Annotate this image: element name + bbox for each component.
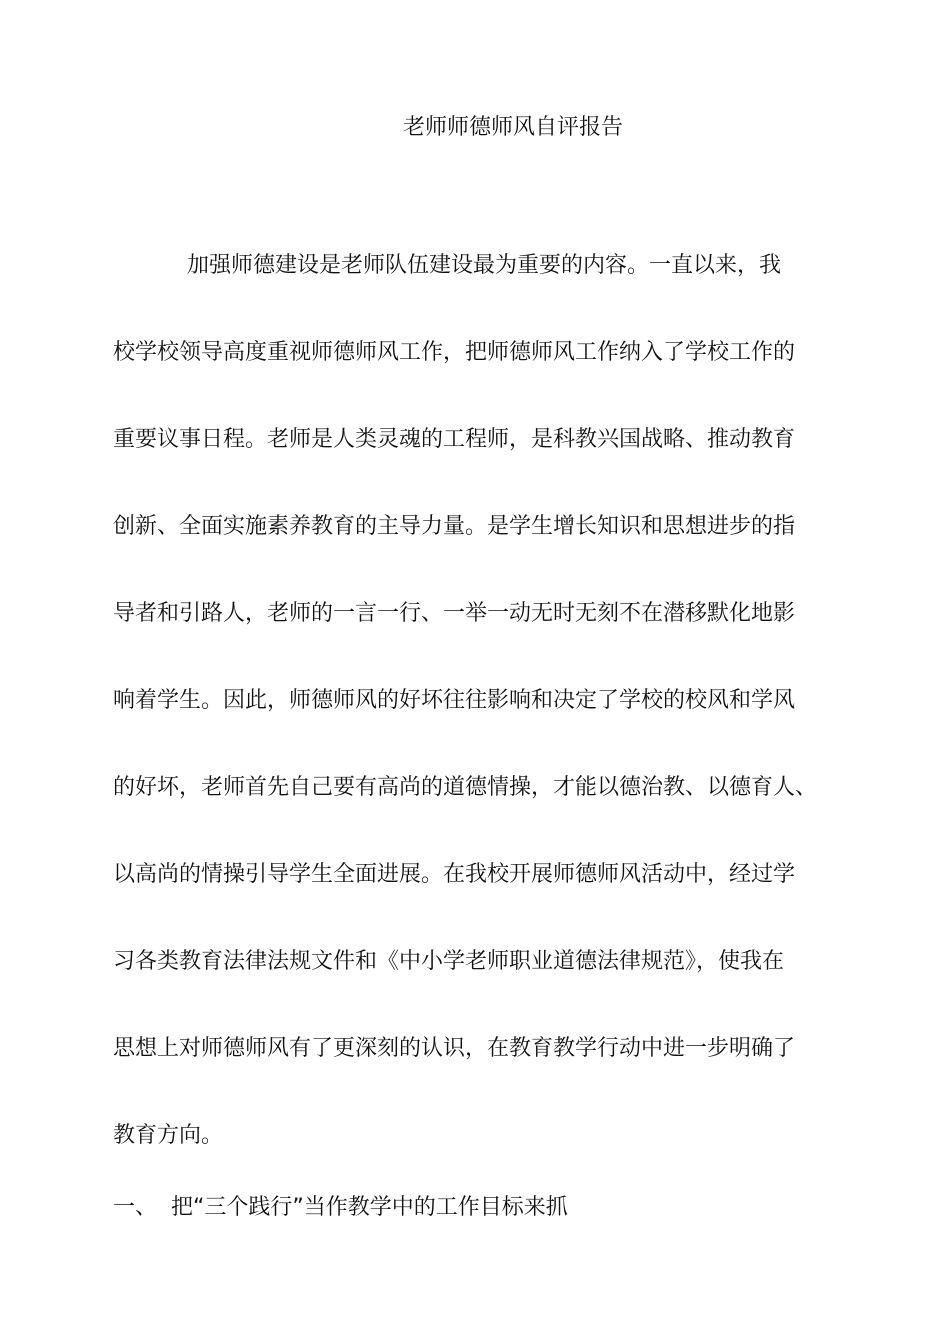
section-number: 一、 — [113, 1195, 158, 1220]
paragraph-line-9: 习各类教育法律法规文件和《中小学老师职业道德法律规范》，使我在 — [113, 949, 785, 974]
paragraph-line-11: 教育方向。 — [113, 1123, 224, 1148]
paragraph-line-1: 加强师德建设是老师队伍建设最为重要的内容。一直以来，我 — [187, 253, 782, 278]
paragraph-line-5: 导者和引路人，老师的一言一行、一举一动无时无刻不在潜移默化地影 — [113, 601, 796, 626]
paragraph-line-6: 响着学生。因此，师德师风的好坏往往影响和决定了学校的校风和学风 — [113, 688, 796, 713]
paragraph-line-7: 的好坏，老师首先自己要有高尚的道德情操，才能以德治教、以德育人、 — [113, 775, 818, 800]
paragraph-line-8: 以高尚的情操引导学生全面进展。在我校开展师德师风活动中，经过学 — [113, 862, 796, 887]
paragraph-line-4: 创新、全面实施素养教育的主导力量。是学生增长知识和思想进步的指 — [113, 514, 796, 539]
section-heading: 把“三个践行”当作教学中的工作目标来抓 — [171, 1195, 568, 1220]
paragraph-line-10: 思想上对师德师风有了更深刻的认识，在教育教学行动中进一步明确了 — [113, 1036, 796, 1061]
paragraph-line-2: 校学校领导高度重视师德师风工作，把师德师风工作纳入了学校工作的 — [113, 340, 796, 365]
document-title: 老师师德师风自评报告 — [402, 115, 623, 140]
paragraph-line-3: 重要议事日程。老师是人类灵魂的工程师，是科教兴国战略、推动教育 — [113, 427, 796, 452]
